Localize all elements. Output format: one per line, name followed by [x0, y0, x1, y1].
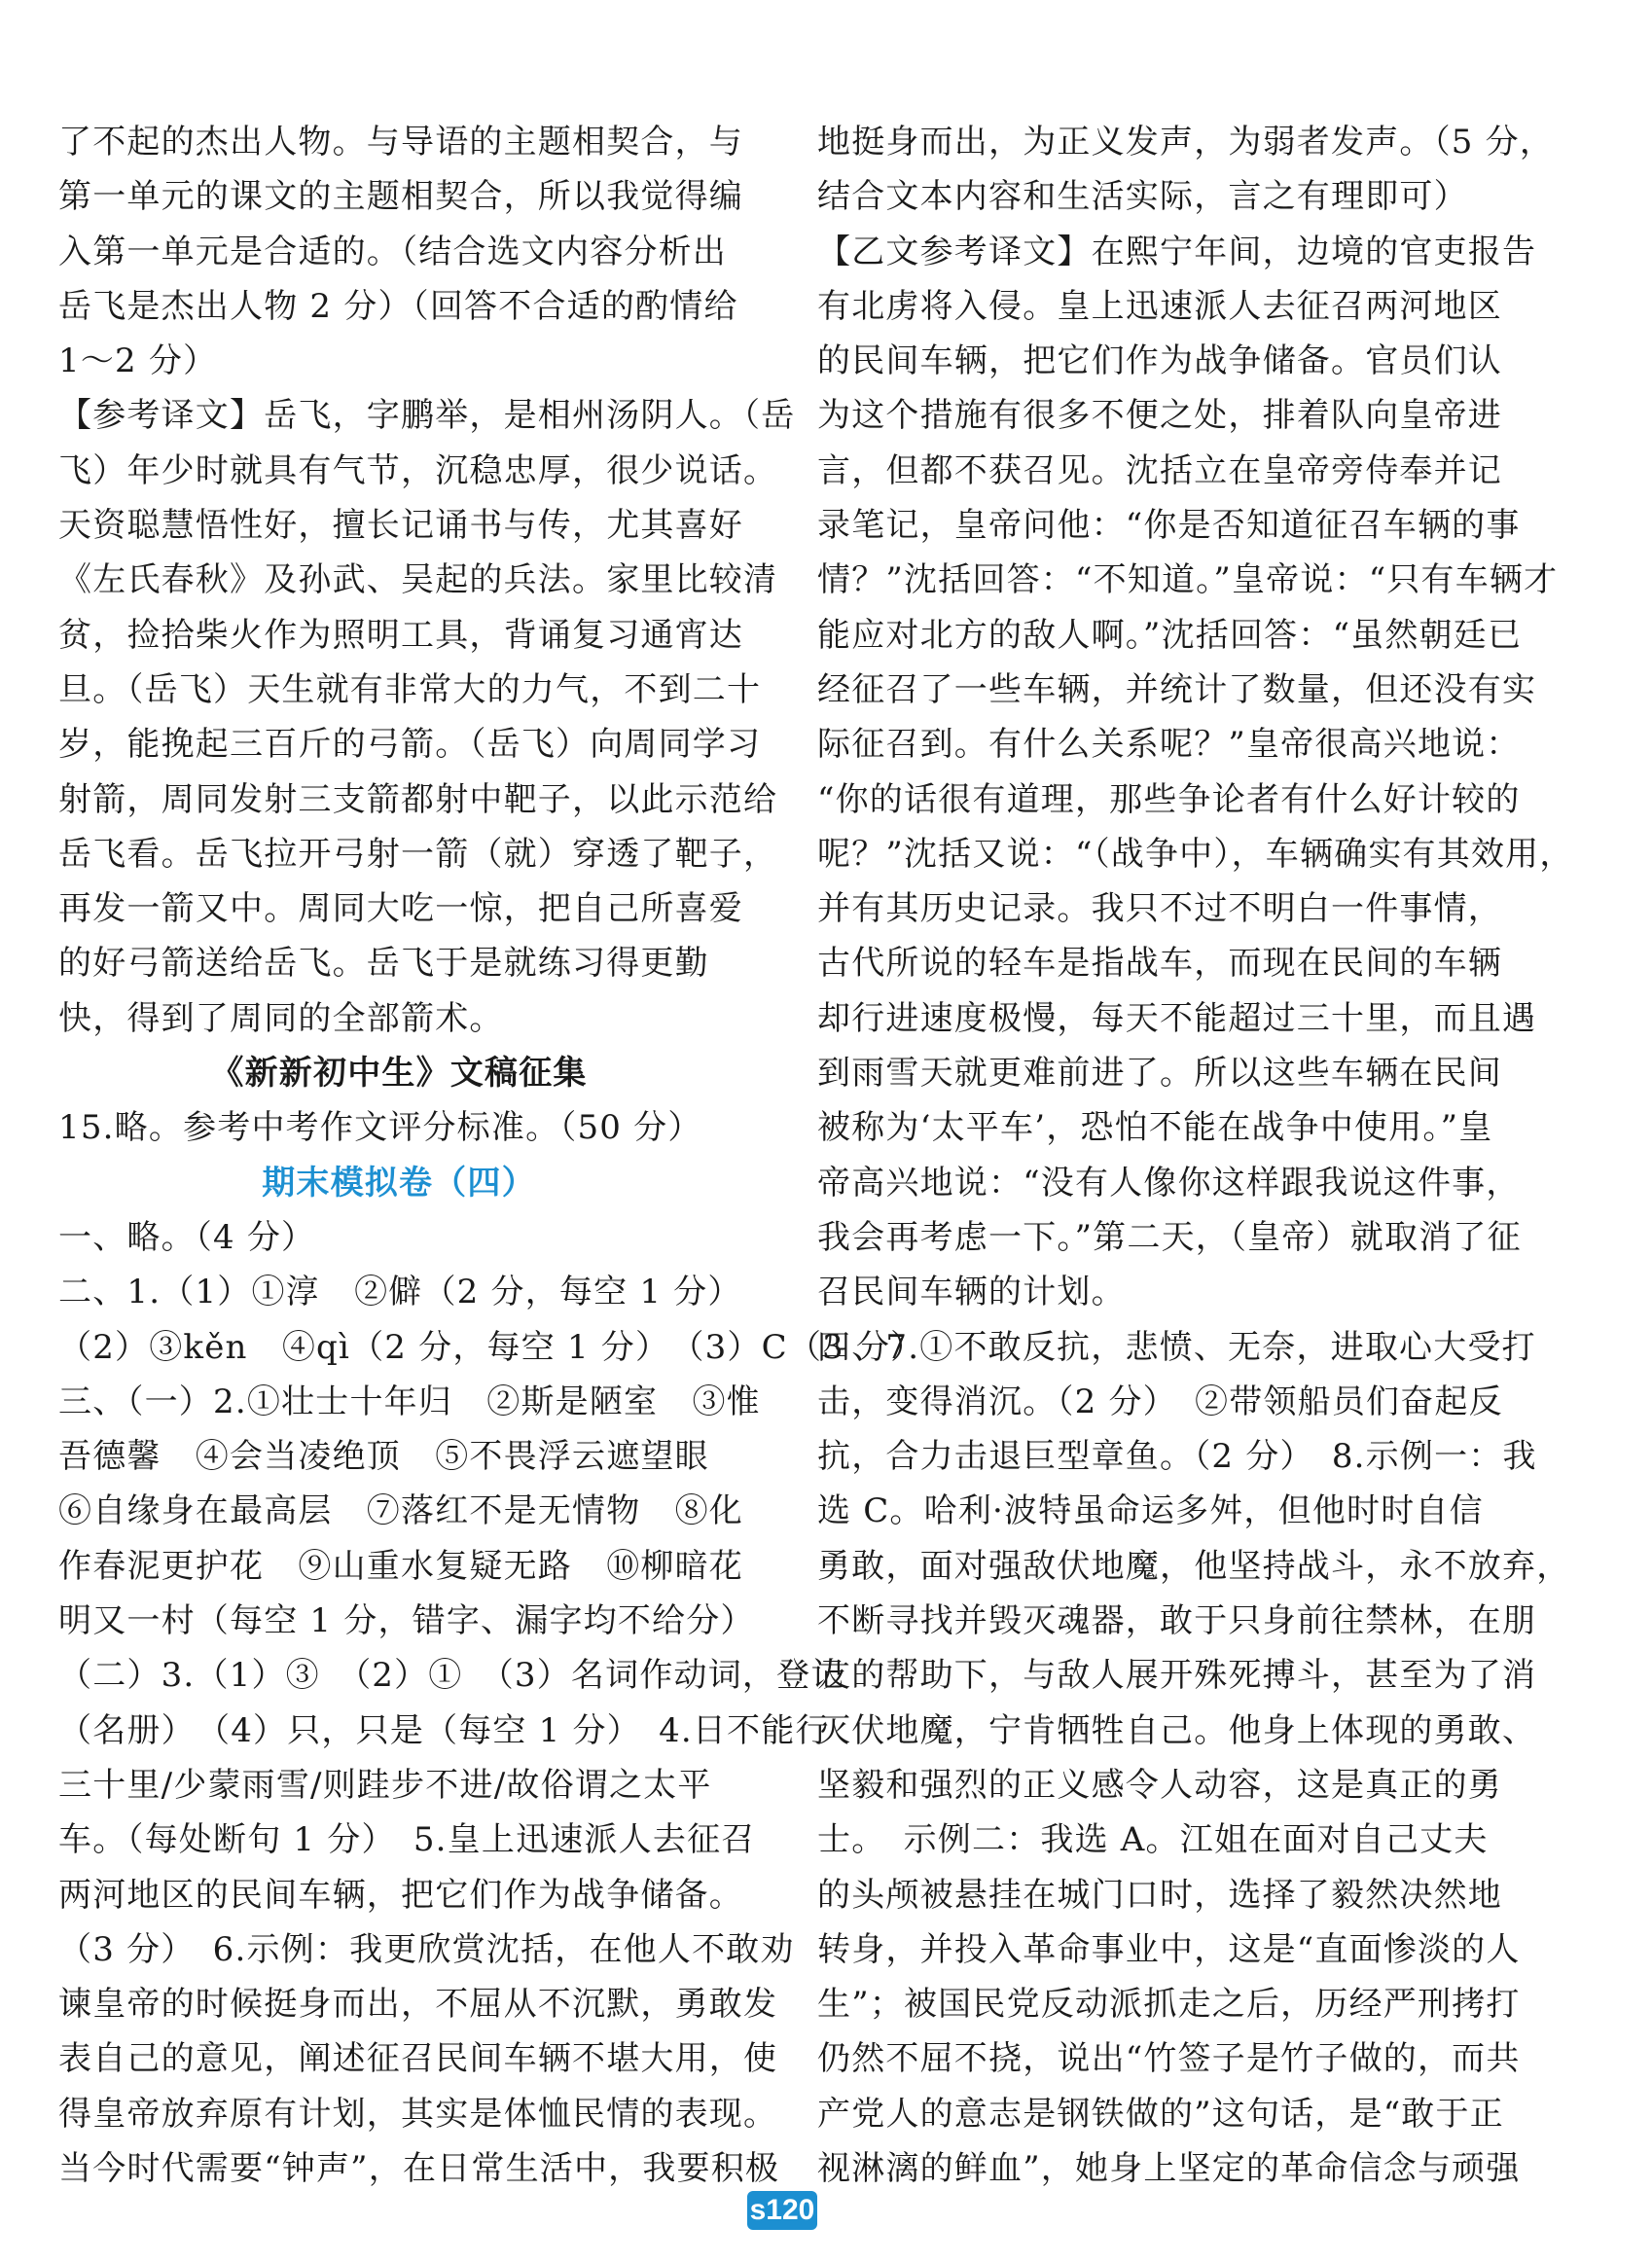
text-line: 呢？”沈括又说：“（战争中），车辆确实有其效用， [817, 834, 1574, 874]
text-line: 古代所说的轻车是指战车，而现在民间的车辆 [817, 944, 1502, 984]
text-line: （3 分） 6.示例：我更欣赏沈括，在他人不敢劝 [58, 1929, 795, 1969]
text-line: 却行进速度极慢，每天不能超过三十里，而且遇 [817, 998, 1537, 1038]
text-line: 天资聪慧悟性好，擅长记诵书与传，尤其喜好 [58, 506, 743, 546]
text-line: 并有其历史记录。我只不过不明白一件事情， [817, 889, 1502, 929]
text-line: “你的话很有道理，那些争论者有什么好计较的 [817, 779, 1521, 819]
text-line: 产党人的意志是钢铁做的”这句话，是“敢于正 [817, 2094, 1504, 2134]
text-line: 二、1.（1）①淳 ②僻（2 分，每空 1 分） [58, 1273, 742, 1312]
text-line: 召民间车辆的计划。 [817, 1273, 1126, 1312]
text-line: 仍然不屈不挠，说出“竹签子是竹子做的，而共 [817, 2039, 1521, 2079]
text-line: 谏皇帝的时候挺身而出，不屈从不沉默，勇敢发 [58, 1985, 778, 2025]
text-line: 灭伏地魔，宁肯牺牲自己。他身上体现的勇敢、 [817, 1710, 1537, 1750]
page-number: s120 [747, 2191, 817, 2230]
text-line: 当今时代需要“钟声”，在日常生活中，我要积极 [58, 2148, 780, 2188]
text-line: 际征召到。有什么关系呢？”皇帝很高兴地说： [817, 725, 1521, 765]
text-line: 生”；被国民党反动派抓走之后，历经严刑拷打 [817, 1985, 1521, 2025]
text-line: 15.略。参考中考作文评分标准。（50 分） [58, 1108, 702, 1148]
text-line: 言，但都不获召见。沈括立在皇帝旁侍奉并记 [817, 450, 1502, 490]
text-line: 入第一单元是合适的。（结合选文内容分析出 [58, 232, 727, 271]
text-line: 录笔记，皇帝问他：“你是否知道征召车辆的事 [817, 506, 1521, 546]
text-line: 一、略。（4 分） [58, 1217, 316, 1257]
text-line: 飞）年少时就具有气节，沉稳忠厚，很少说话。 [58, 450, 778, 490]
text-line: 射箭，周同发射三支箭都射中靶子，以此示范给 [58, 779, 778, 819]
text-line: 两河地区的民间车辆，把它们作为战争储备。 [58, 1875, 743, 1915]
text-line: 友的帮助下，与敌人展开殊死搏斗，甚至为了消 [817, 1656, 1537, 1696]
section-heading: 《新新初中生》文稿征集 [210, 1054, 588, 1094]
text-line: 贫，捡拾柴火作为照明工具，背诵复习通宵达 [58, 615, 743, 655]
text-line: 坚毅和强烈的正义感令人动容，这是真正的勇 [817, 1765, 1502, 1805]
text-line: 再发一箭又中。周同大吃一惊，把自己所喜爱 [58, 889, 743, 929]
text-line: 被称为‘太平车’，恐怕不能在战争中使用。”皇 [817, 1108, 1493, 1148]
text-line: 四、7.①不敢反抗，悲愤、无奈，进取心大受打 [817, 1327, 1536, 1367]
text-line: （二）3.（1）③ （2）① （3）名词作动词，登记 [58, 1656, 845, 1696]
text-line: 结合文本内容和生活实际，言之有理即可） [817, 177, 1468, 217]
text-line: 转身，并投入革命事业中，这是“直面惨淡的人 [817, 1929, 1521, 1969]
text-line: 我会再考虑一下。”第二天，（皇帝）就取消了征 [817, 1217, 1522, 1257]
text-line: 视淋漓的鲜血”，她身上坚定的革命信念与顽强 [817, 2148, 1521, 2188]
text-line: 快，得到了周同的全部箭术。 [58, 998, 504, 1038]
text-line: 1～2 分） [58, 341, 218, 381]
text-line: 地挺身而出，为正义发声，为弱者发声。（5 分， [817, 123, 1555, 162]
text-line: 勇敢，面对强敌伏地魔，他坚持战斗，永不放弃， [817, 1546, 1571, 1586]
text-line: ⑥自缘身在最高层 ⑦落红不是无情物 ⑧化 [58, 1491, 743, 1531]
right-column [817, 115, 1574, 2196]
text-line: 吾德馨 ④会当凌绝顶 ⑤不畏浮云遮望眼 [58, 1437, 709, 1477]
exam-title: 期末模拟卷（四） [262, 1163, 536, 1203]
text-line: 情？”沈括回答：“不知道。”皇帝说：“只有车辆才 [817, 560, 1559, 600]
text-line: 的好弓箭送给岳飞。岳飞于是就练习得更勤 [58, 944, 709, 984]
text-line: 得皇帝放弃原有计划，其实是体恤民情的表现。 [58, 2094, 778, 2134]
left-column [58, 115, 925, 2196]
text-line: 士。 示例二：我选 A。江姐在面对自己丈夫 [817, 1820, 1489, 1860]
text-line: 的民间车辆，把它们作为战争储备。官员们认 [817, 341, 1502, 381]
text-line: 三十里/少蒙雨雪/则跬步不进/故俗谓之太平 [58, 1765, 712, 1805]
text-line: 抗，合力击退巨型章鱼。（2 分） 8.示例一：我 [817, 1437, 1537, 1477]
text-line: 选 C。哈利·波特虽命运多舛，但他时时自信 [817, 1491, 1484, 1531]
text-line: 的头颅被悬挂在城门口时，选择了毅然决然地 [817, 1875, 1502, 1915]
text-line: 能应对北方的敌人啊。”沈括回答：“虽然朝廷已 [817, 615, 1523, 655]
text-line: 【乙文参考译文】在熙宁年间，边境的官吏报告 [817, 232, 1537, 271]
text-line: 有北虏将入侵。皇上迅速派人去征召两河地区 [817, 286, 1502, 326]
text-line: 经征召了一些车辆，并统计了数量，但还没有实 [817, 669, 1537, 709]
text-line: 车。（每处断句 1 分） 5.皇上迅速派人去征召 [58, 1820, 756, 1860]
text-line: 帝高兴地说：“没有人像你这样跟我说这件事， [817, 1163, 1521, 1203]
text-line: 不断寻找并毁灭魂器，敢于只身前往禁林，在朋 [817, 1601, 1537, 1641]
text-line: 岳飞看。岳飞拉开弓射一箭（就）穿透了靶子， [58, 834, 778, 874]
text-line: 为这个措施有很多不便之处，排着队向皇帝进 [817, 396, 1502, 436]
text-line: 【参考译文】岳飞，字鹏举，是相州汤阴人。（岳 [58, 396, 796, 436]
text-line: 击，变得消沉。（2 分） ②带领船员们奋起反 [817, 1382, 1503, 1421]
text-line: 旦。（岳飞）天生就有非常大的力气，不到二十 [58, 669, 762, 709]
text-line: 三、（一）2.①壮士十年归 ②斯是陋室 ③惟 [58, 1382, 761, 1421]
text-line: 第一单元的课文的主题相契合，所以我觉得编 [58, 177, 743, 217]
text-line: （2）③kěn ④qì（2 分，每空 1 分） （3）C（3 分） [58, 1327, 925, 1367]
text-line: 岳飞是杰出人物 2 分）（回答不合适的酌情给 [58, 286, 738, 326]
text-line: 明又一村（每空 1 分，错字、漏字均不给分） [58, 1601, 755, 1641]
text-line: （名册） （4）只，只是（每空 1 分） 4.日不能行 [58, 1710, 830, 1750]
text-line: 到雨雪天就更难前进了。所以这些车辆在民间 [817, 1054, 1502, 1094]
text-line: 了不起的杰出人物。与导语的主题相契合，与 [58, 123, 743, 162]
text-line: 岁，能挽起三百斤的弓箭。（岳飞）向周同学习 [58, 725, 762, 765]
text-line: 表自己的意见，阐述征召民间车辆不堪大用，使 [58, 2039, 778, 2079]
text-line: 作春泥更护花 ⑨山重水复疑无路 ⑩柳暗花 [58, 1546, 743, 1586]
text-line: 《左氏春秋》及孙武、吴起的兵法。家里比较清 [58, 560, 778, 600]
